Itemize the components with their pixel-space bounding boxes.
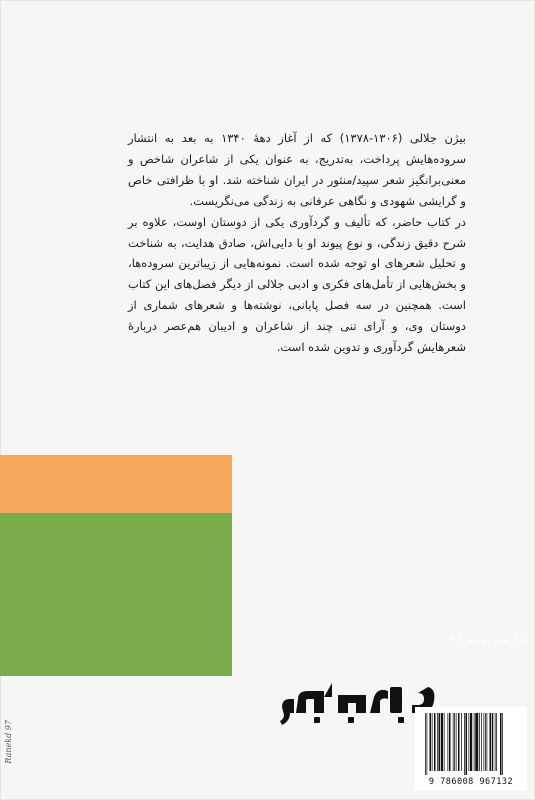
barcode-bar: [427, 713, 428, 775]
barcode-bar: [469, 713, 470, 771]
back-cover-blurb: [128, 128, 466, 358]
isbn-number: 9 786008 967132: [428, 777, 514, 787]
barcode-bar: [475, 713, 478, 771]
barcode-bar: [454, 713, 455, 771]
barcode-bar: [430, 713, 432, 771]
blurb-paragraph-1: بیژن جلالی (۱۳۰۶-۱۳۷۸) که از آغاز دههٔ ۱۳۴۰ به بعد به انتشار سروده‌هایش پرداخت، به‌تدریج، به عنوان یکی از شاعران شاخص و معنی‌برانگیز شعر سپید/منثور در ایران شناخته شد. او با ظرافتی خاص و گرایشی شهودی و نگاهی عرفانی به زندگی می‌نگریست.: [128, 131, 466, 208]
barcode-bar: [474, 713, 475, 771]
barcode-bar: [481, 713, 482, 771]
barcode-bar: [484, 713, 485, 771]
barcode-bar: [492, 713, 494, 771]
barcode-bar: [466, 713, 468, 775]
barcode-bar: [456, 713, 457, 771]
barcode-bar: [458, 713, 460, 771]
barcode-bar: [448, 713, 449, 771]
barcode-bar: [449, 713, 451, 771]
barcode-bar: [495, 713, 496, 771]
designer-signature: Ranekd 97: [4, 720, 13, 764]
barcode-bar: [444, 713, 445, 771]
barcode-bar: [425, 713, 426, 775]
barcode-bar: [432, 713, 433, 771]
barcode-bar: [485, 713, 486, 771]
blurb-paragraph-2: در کتاب حاضر، که تألیف و گردآوری یکی از دوستان اوست، علاوه بر شرح دقیق زندگی، و نوع پیوند او با دایی‌اش، صادق هدایت، به شناخت و تحلیل شعرهای او توجه شده است. نمونه‌هایی از زیباترین سروده‌ها، و بخش‌هایی از تأمل‌های فکری و ادبی جلالی از دیگر فصل‌های این کتاب است. همچنین در سه فصل پایانی، نوشته‌ها و شعرهای شماری از دوستان وی، و آرای تنی چند از شاعران و ادیبان هم‌عصر دربارهٔ شعرهایش گردآوری و تدوین شده است.: [128, 214, 466, 355]
barcode-bar: [502, 713, 503, 775]
orange-color-band: [0, 455, 232, 513]
barcode-bar: [439, 713, 441, 771]
barcode-bar: [500, 713, 502, 775]
barcode-bar: [461, 713, 462, 771]
barcode-bar: [437, 713, 438, 771]
barcode-bar: [470, 713, 472, 771]
publisher-logo: [278, 677, 438, 733]
barcode-bar: [434, 713, 436, 771]
barcode-bar: [453, 713, 454, 771]
barcode-bar: [490, 713, 492, 771]
barcode-bars: [423, 713, 519, 775]
barcode-bar: [441, 713, 443, 771]
barcode-bar: [479, 713, 480, 771]
barcode-bar: [496, 713, 497, 771]
series-label: هزارتوی نوشتن/ ۹: [448, 634, 529, 646]
barcode-bar: [464, 713, 465, 775]
green-color-band: [0, 513, 232, 676]
barcode: [415, 707, 527, 791]
barcode-bar: [487, 713, 488, 771]
